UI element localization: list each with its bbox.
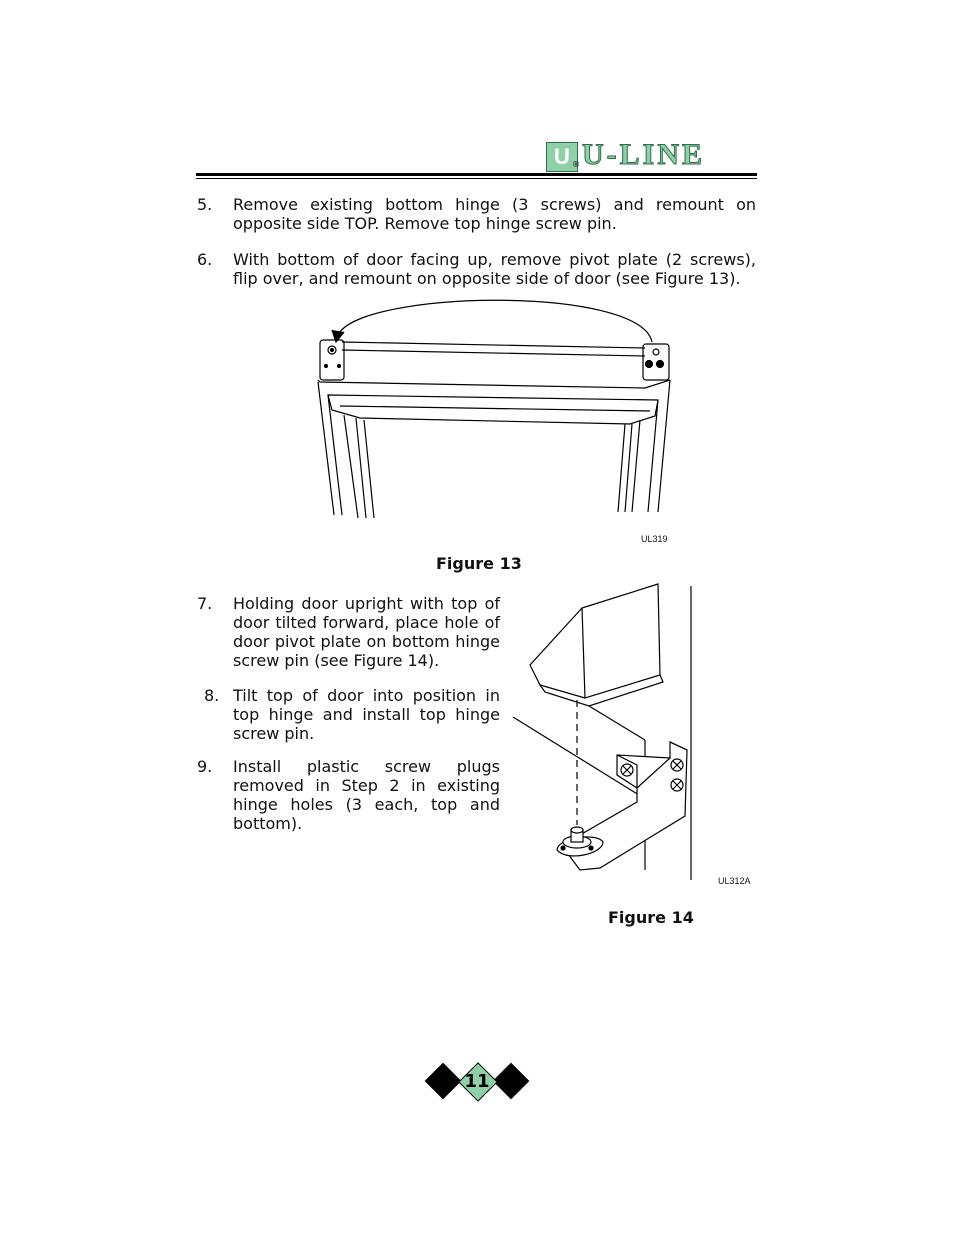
left-diamond-icon xyxy=(425,1063,462,1100)
step-number: 6. xyxy=(197,250,213,269)
header-rule-thick xyxy=(196,173,757,176)
step-text: Holding door upright with top of door tilted forward, place hole of door pivot plate on bottom hinge screw pin (see Figure 14). xyxy=(233,594,500,670)
step-text: Install plastic screw plugs removed in Step 2 in existing hinge holes (3 each, top and bottom). xyxy=(233,757,500,833)
header-rule-thin xyxy=(196,178,757,179)
page-number: 11 xyxy=(464,1071,490,1092)
step-number: 5. xyxy=(197,195,213,214)
step-text: Remove existing bottom hinge (3 screws) and remount on opposite side TOP. Remove top hinge screw pin. xyxy=(233,195,756,233)
figure-14-caption: Figure 14 xyxy=(608,908,694,927)
registered-mark: ® xyxy=(572,160,580,169)
step-text: With bottom of door facing up, remove pivot plate (2 screws), flip over, and remount on opposite side of door (see Figure 13). xyxy=(233,250,756,288)
step-number: 8. xyxy=(204,686,220,705)
figure-13-illustration xyxy=(300,290,680,530)
brand-name: U-LINE xyxy=(582,138,706,171)
figure-14-illustration xyxy=(505,580,705,885)
step-number: 7. xyxy=(197,594,213,613)
step-text: Tilt top of door into position in top hinge and install top hinge screw pin. xyxy=(233,686,500,743)
right-diamond-icon xyxy=(493,1063,530,1100)
figure-14-code: UL312A xyxy=(718,876,751,886)
figure-13-code: UL319 xyxy=(641,534,668,544)
step-number: 9. xyxy=(197,757,213,776)
logo-letter: U xyxy=(554,144,570,169)
figure-13-caption: Figure 13 xyxy=(436,554,522,573)
